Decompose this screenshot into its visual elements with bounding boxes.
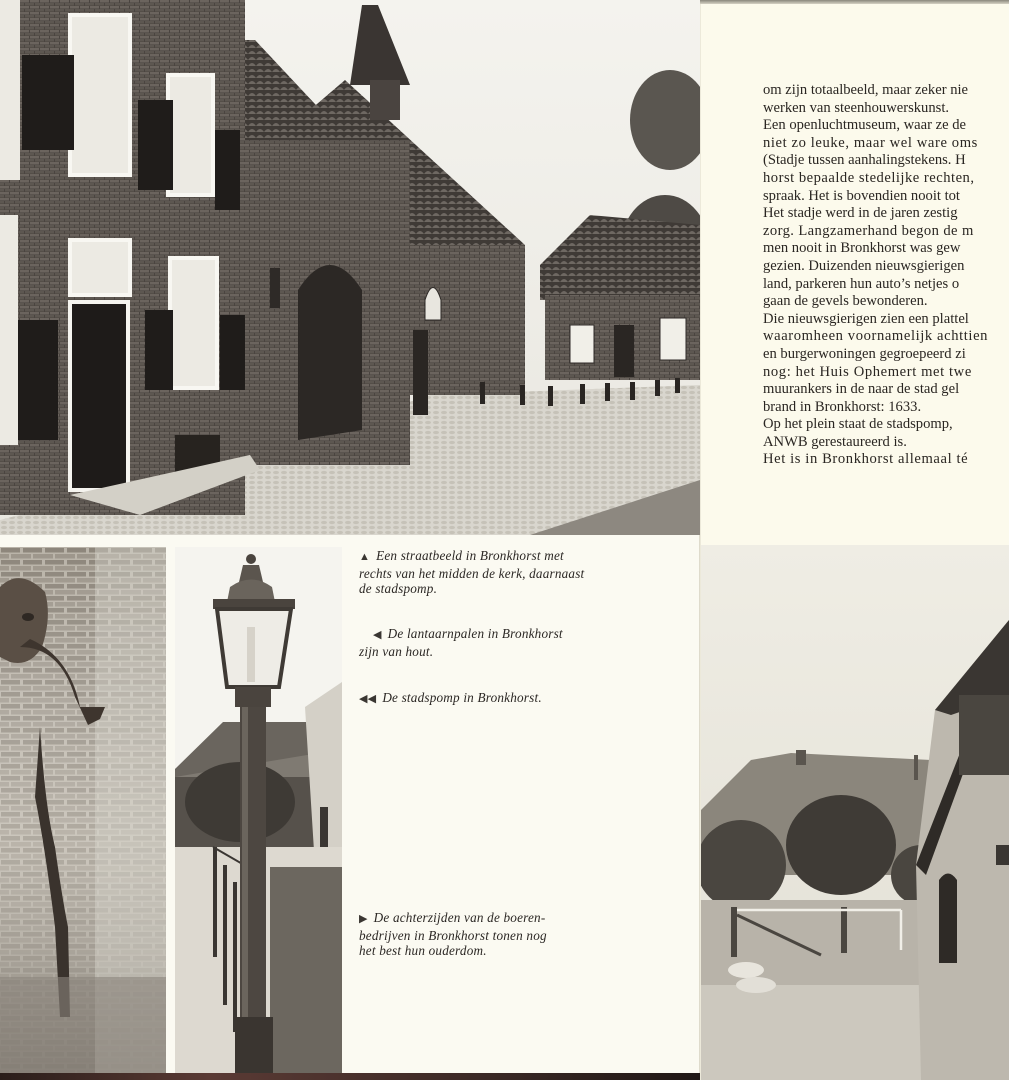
body-line: muurankers in de naar de stad gel bbox=[763, 381, 960, 398]
body-line: Het is in Bronkhorst allemaal té bbox=[763, 451, 969, 468]
body-line: brand in Bronkhorst: 1633. bbox=[763, 398, 922, 415]
triangle-up-icon: ▲ bbox=[359, 551, 371, 563]
body-line: werken van steenhouwerskunst. bbox=[763, 99, 950, 116]
body-line: horst bepaalde stedelijke rechten, bbox=[763, 169, 975, 186]
body-line: gezien. Duizenden nieuwsgierigen bbox=[763, 257, 965, 274]
double-triangle-left-icon: ◀◀ bbox=[359, 693, 377, 705]
caption-town-pump: ◀◀ De stadspomp in Bronkhorst. bbox=[359, 690, 542, 705]
body-line: Die nieuwsgierigen zien een plattel bbox=[763, 310, 969, 327]
triangle-right-icon: ▶ bbox=[359, 913, 368, 925]
body-line: en burgerwoningen gegroepeerd zi bbox=[763, 345, 966, 362]
caption-street-scene: ▲ Een straatbeeld in Bronkhorst met rechts van het midden de kerk, daarnaast de stadspomp. bbox=[359, 548, 585, 596]
body-line: niet zo leuke, maar wel ware oms bbox=[763, 134, 978, 151]
body-line: Het stadje werd in de jaren zestig bbox=[763, 205, 958, 222]
body-line: gaan de gevels bewonderen. bbox=[763, 293, 928, 310]
body-line: nog: het Huis Ophemert met twe bbox=[763, 363, 972, 380]
body-line: om zijn totaalbeeld, maar zeker nie bbox=[763, 82, 969, 98]
body-line: land, parkeren hun auto’s netjes o bbox=[763, 275, 960, 292]
body-line: Op het plein staat de stadspomp, bbox=[763, 416, 953, 433]
article-body-text bbox=[763, 82, 1009, 469]
photo-street-scene bbox=[0, 0, 700, 535]
body-line: Een openluchtmuseum, waar ze de bbox=[763, 117, 967, 134]
body-line: men nooit in Bronkhorst was gew bbox=[763, 240, 961, 257]
body-line: waaromheen voornamelijk achttien bbox=[763, 328, 989, 345]
scan-edge-top bbox=[700, 0, 1009, 4]
body-line: zorg. Langzamerhand begon de m bbox=[763, 222, 974, 239]
scan-edge-bottom bbox=[0, 1073, 700, 1080]
photo-lamp-post bbox=[175, 547, 342, 1075]
body-line: spraak. Het is bovendien nooit tot bbox=[763, 187, 960, 204]
photo-farm-backs bbox=[701, 545, 1009, 1080]
triangle-left-icon: ◀ bbox=[373, 629, 382, 641]
caption-farm-backs: ▶ De achterzijden van de boeren- bedrijven in Bronkhorst tonen nog het best hun ouderdom. bbox=[359, 910, 547, 958]
photo-town-pump bbox=[0, 547, 166, 1075]
caption-lamp-post: ◀ De lantaarnpalen in Bronkhorst zijn van hout. bbox=[359, 626, 563, 659]
body-line: ANWB gerestaureerd is. bbox=[763, 433, 907, 450]
body-line: (Stadje tussen aanhalingstekens. H bbox=[763, 152, 966, 169]
